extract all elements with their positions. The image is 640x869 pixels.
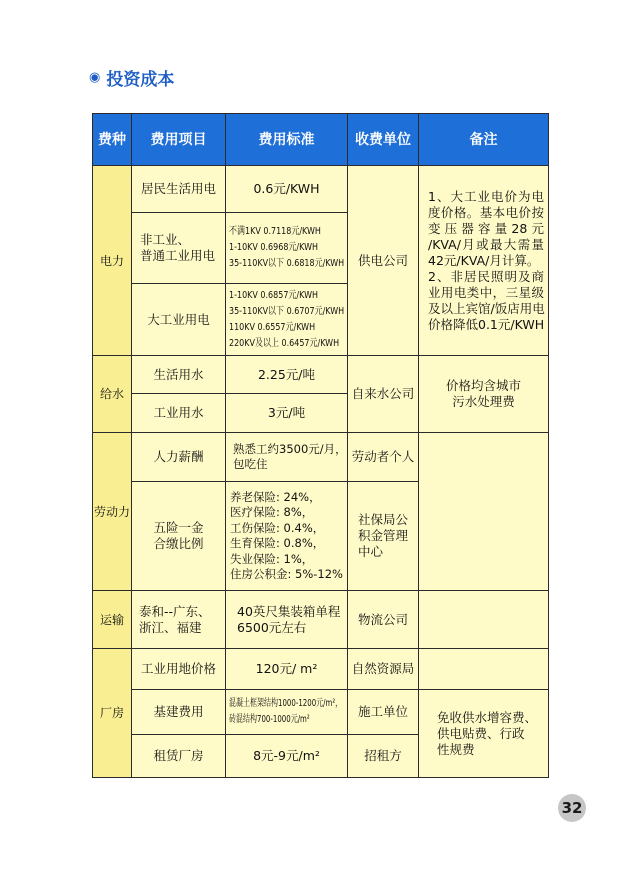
standard-line: 6500元左右: [237, 619, 307, 635]
remark-line: 业用电类中，三星级: [428, 284, 544, 300]
item-cell: 生活用水: [132, 356, 226, 394]
standard-line: 失业保险: 1%，: [230, 551, 314, 566]
item-cell: 大工业用电: [132, 284, 226, 356]
item-cell: [132, 482, 226, 591]
item-line: 浙江、福建: [139, 619, 202, 635]
standard-line: 110KV 0.6557元/KWH: [229, 321, 316, 333]
standard-cell: 3元/吨: [226, 394, 348, 433]
standard-line: 不满1KV 0.7118元/KWH: [229, 226, 321, 237]
standard-cell: [226, 433, 348, 482]
remark-line: 价格降低0.1元/KWH: [428, 316, 545, 332]
standard-cell: 2.25元/吨: [226, 356, 348, 394]
unit-line: 中心: [358, 544, 384, 559]
header-unit: 收费单位: [348, 114, 419, 166]
standard-cell: 8元-9元/m²: [226, 735, 348, 778]
investment-cost-table: [92, 113, 549, 778]
remark-land: [419, 649, 549, 690]
unit-cell: 供电公司: [348, 166, 419, 356]
remark-line: 及以上宾馆/饭店用电: [428, 300, 545, 316]
item-cell: [132, 591, 226, 649]
standard-cell: 0.6元/KWH: [226, 166, 348, 213]
page-number: 32: [558, 794, 586, 822]
remark-line: 性规费: [437, 741, 475, 757]
table-row: [93, 166, 549, 213]
remark-transport: [419, 591, 549, 649]
remark-line: 污水处理费: [452, 394, 515, 409]
remark-line: 2、非居民照明及商: [428, 268, 544, 284]
header-standard: 费用标准: [226, 114, 348, 166]
item-cell: 工业用水: [132, 394, 226, 433]
standard-line: 220KV及以上 0.6457元/KWH: [229, 337, 340, 349]
category-water: 给水: [93, 356, 132, 433]
remark-line: 免收供水增容费、: [437, 709, 538, 725]
remark-water: [419, 356, 549, 433]
standard-line: 35-110KV以下 0.6707元/KWH: [229, 305, 345, 317]
standard-cell: [226, 591, 348, 649]
standard-cell: 120元/ m²: [226, 649, 348, 690]
standard-line: 包吃住: [233, 457, 268, 471]
table-row: [93, 690, 549, 735]
remark-factory: [419, 690, 549, 778]
standard-line: 生育保险: 0.8%，: [230, 536, 325, 550]
standard-cell: [226, 482, 348, 591]
item-line: 非工业、: [140, 232, 191, 247]
unit-line: 积金管理: [358, 528, 409, 543]
section-title-text: 投资成本: [106, 69, 175, 90]
standard-line: 砖混结构700-1000元/m²: [229, 714, 310, 725]
unit-cell: 自然资源局: [348, 649, 419, 690]
item-line: 合缴比例: [153, 536, 204, 551]
category-transport: 运输: [93, 591, 132, 649]
standard-line: 35-110KV以下 0.6818元/KWH: [229, 258, 345, 269]
item-cell: 基建费用: [132, 690, 226, 735]
table-row: [93, 433, 549, 482]
unit-cell: [348, 482, 419, 591]
standard-line: 熟悉工约3500元/月，: [233, 441, 347, 456]
standard-line: 养老保险: 24%，: [230, 489, 321, 504]
section-title: [89, 66, 174, 88]
unit-cell: 自来水公司: [348, 356, 419, 433]
standard-line: 工伤保险: 0.4%，: [230, 520, 325, 535]
remark-electricity: [419, 166, 549, 356]
standard-line: 混凝土框架结构1000-1200元/m²，: [229, 698, 343, 709]
standard-cell: [226, 213, 348, 284]
standard-line: 住房公积金: 5%-12%: [230, 567, 343, 581]
bullet-icon: ◉: [89, 69, 101, 85]
category-labor: 劳动力: [93, 433, 132, 591]
unit-cell: 劳动者个人: [348, 433, 419, 482]
unit-cell: 施工单位: [348, 690, 419, 735]
item-cell: 人力薪酬: [132, 433, 226, 482]
table-row: [93, 591, 549, 649]
item-line: 泰和--广东、: [139, 603, 211, 619]
unit-line: 社保局公: [358, 512, 409, 527]
header-category: 费种: [93, 114, 132, 166]
remark-line: 价格均含城市: [445, 378, 521, 393]
item-cell: 租赁厂房: [132, 735, 226, 778]
standard-cell: [226, 284, 348, 356]
unit-cell: 招租方: [348, 735, 419, 778]
unit-cell: 物流公司: [348, 591, 419, 649]
remark-line: 变压器容量28元: [428, 220, 544, 236]
standard-cell: [226, 690, 348, 735]
standard-line: 1-10KV 0.6857元/KWH: [229, 289, 318, 301]
header-remark: 备注: [419, 114, 549, 166]
remark-line: 42元/KVA/月计算。: [428, 252, 540, 268]
category-electricity: 电力: [93, 166, 132, 356]
header-item: 费用项目: [132, 114, 226, 166]
table-row: [93, 649, 549, 690]
item-line: 普通工业用电: [140, 248, 216, 263]
category-factory: 厂房: [93, 649, 132, 778]
remark-line: /KVA/月或最大需量: [428, 236, 544, 252]
item-line: 五险一金: [153, 520, 204, 535]
table-header-row: [93, 114, 549, 166]
remark-line: 度价格。基本电价按: [428, 204, 544, 220]
item-cell: 居民生活用电: [132, 166, 226, 213]
standard-line: 40英尺集装箱单程: [237, 603, 341, 619]
remark-labor: [419, 433, 549, 591]
item-cell: [132, 213, 226, 284]
standard-line: 1-10KV 0.6968元/KWH: [229, 242, 318, 253]
table-row: [93, 356, 549, 394]
item-cell: 工业用地价格: [132, 649, 226, 690]
remark-line: 供电贴费、行政: [437, 725, 525, 741]
standard-line: 医疗保险: 8%，: [230, 505, 314, 519]
remark-line: 1、大工业电价为电: [428, 188, 544, 204]
